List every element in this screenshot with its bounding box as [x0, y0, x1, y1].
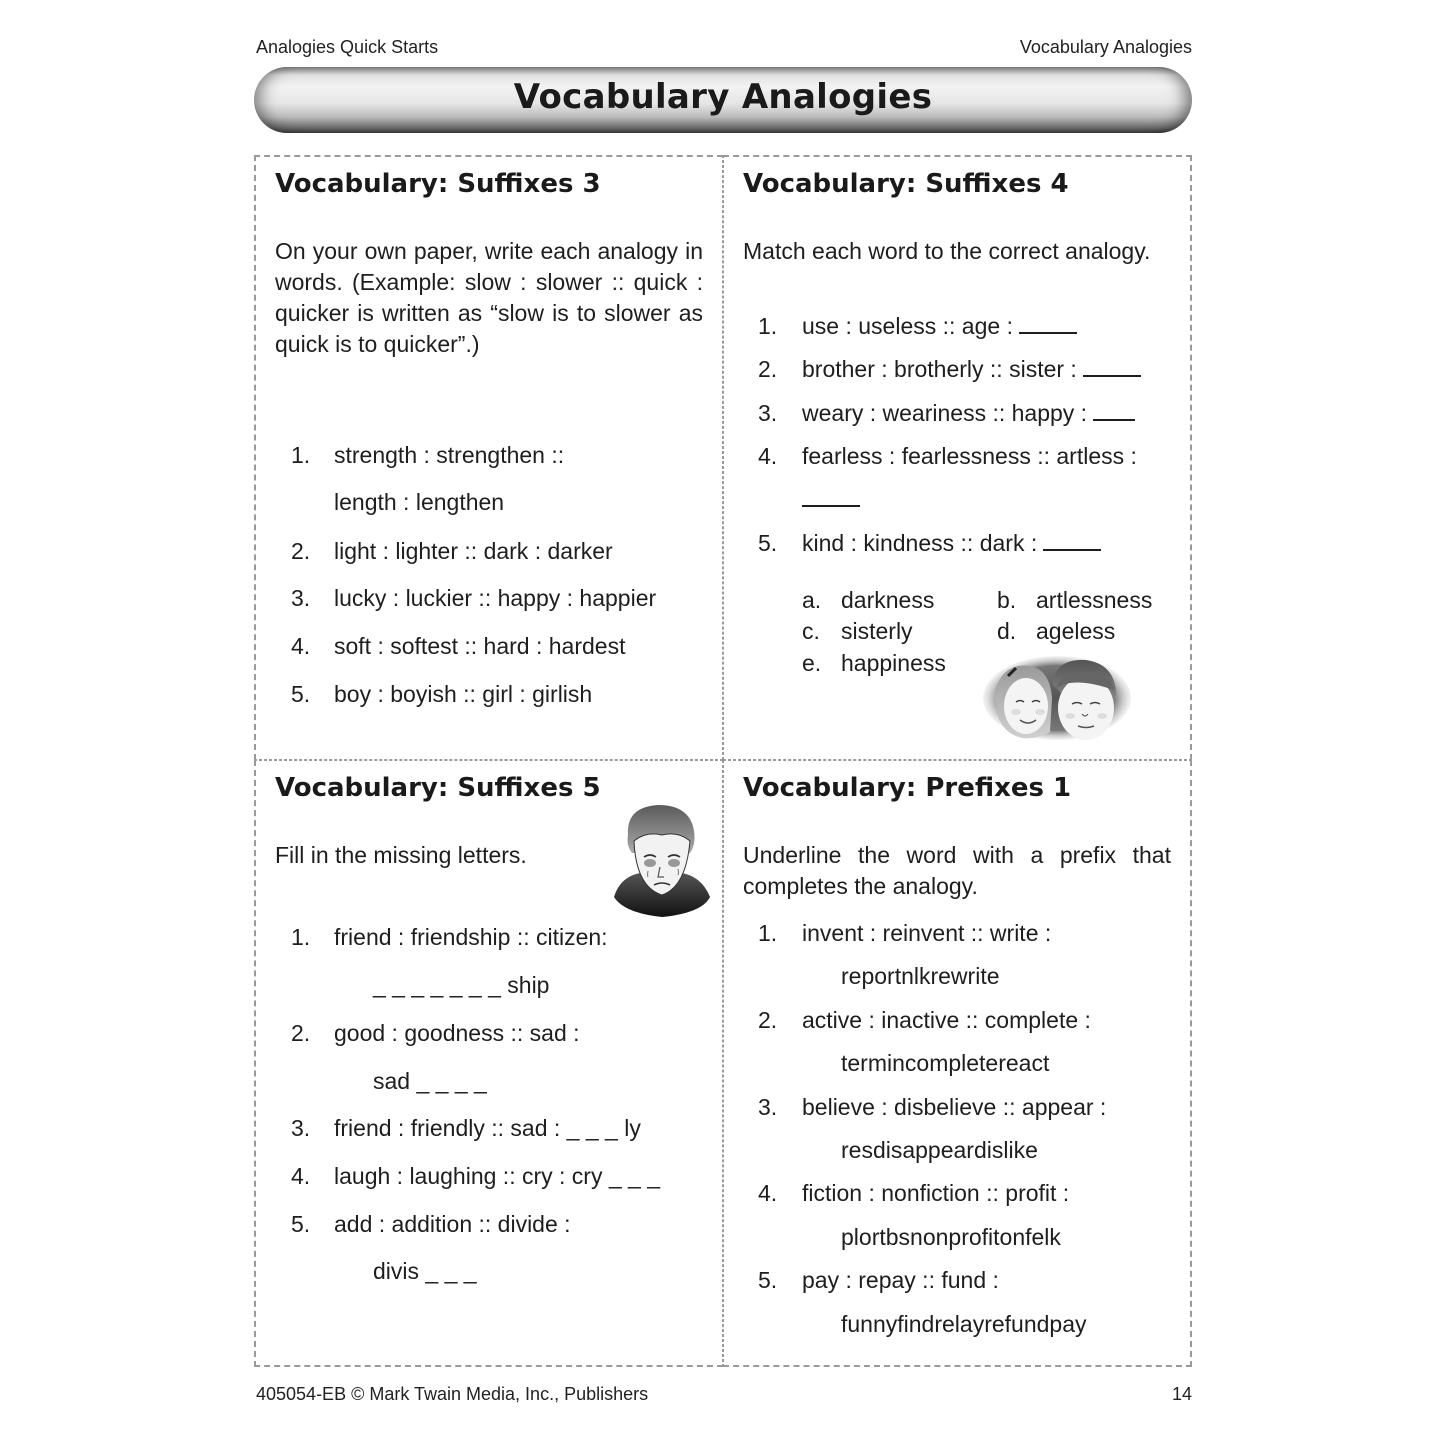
option-word: darkness: [841, 587, 935, 613]
option-letter: b.: [997, 587, 1017, 613]
section-title: Vocabulary: Suffixes 5: [275, 773, 601, 803]
item-number: 3.: [291, 585, 311, 611]
item-text: weary : weariness :: happy :: [802, 400, 1088, 426]
item-word-string[interactable]: reportnlkrewrite: [841, 963, 1000, 989]
item-text: believe : disbelieve :: appear :: [802, 1094, 1107, 1120]
item-number: 2.: [758, 356, 778, 382]
section-title: Vocabulary: Suffixes 4: [743, 169, 1069, 199]
item-number: 2.: [758, 1007, 778, 1033]
item-number: 1.: [291, 442, 311, 468]
item-number: 1.: [291, 924, 311, 950]
item-word-string[interactable]: plortbsnonprofitonfelk: [841, 1224, 1061, 1250]
item-continuation: length : lengthen: [334, 489, 505, 515]
item-text-wrap: [802, 313, 1077, 340]
answer-blank[interactable]: [802, 505, 860, 507]
option-word: happiness: [841, 650, 946, 676]
item-text: invent : reinvent :: write :: [802, 920, 1052, 946]
item-continuation[interactable]: divis _ _ _: [373, 1258, 477, 1284]
item-word-string[interactable]: resdisappeardislike: [841, 1137, 1038, 1163]
item-word-string[interactable]: termincompletereact: [841, 1050, 1050, 1076]
option-letter: c.: [802, 618, 820, 644]
item-number: 3.: [758, 400, 778, 426]
answer-blank[interactable]: [1019, 331, 1077, 334]
item-text: boy : boyish :: girl : girlish: [334, 681, 593, 707]
item-number: 5.: [758, 530, 778, 556]
item-number: 1.: [758, 920, 778, 946]
section-suffixes-3: [254, 155, 723, 760]
item-text: active : inactive :: complete :: [802, 1007, 1091, 1033]
item-text: fearless : fearlessness :: artless :: [802, 443, 1137, 469]
item-text: brother : brotherly :: sister :: [802, 356, 1077, 382]
item-continuation[interactable]: _ _ _ _ _ _ _ ship: [373, 972, 550, 998]
item-text: strength : strengthen ::: [334, 442, 565, 468]
item-word-string[interactable]: funnyfindrelayrefundpay: [841, 1311, 1087, 1337]
item-text-wrap: [802, 400, 1135, 427]
item-text: add : addition :: divide :: [334, 1211, 571, 1237]
section-prefixes-1: [723, 760, 1192, 1367]
item-text: pay : repay :: fund :: [802, 1267, 999, 1293]
item-text: use : useless :: age :: [802, 313, 1013, 339]
running-header-left: Analogies Quick Starts: [256, 37, 439, 57]
item-text: fiction : nonfiction :: profit :: [802, 1180, 1070, 1206]
item-text-wrap: [802, 356, 1141, 383]
option-word: ageless: [1036, 618, 1116, 644]
item-number: 1.: [758, 313, 778, 339]
item-number: 4.: [291, 633, 311, 659]
page-number: 14: [1171, 1384, 1192, 1404]
item-continuation[interactable]: sad _ _ _ _: [373, 1068, 487, 1094]
item-text-wrap: [802, 530, 1101, 557]
footer-publisher: 405054-EB © Mark Twain Media, Inc., Publishers: [256, 1384, 649, 1404]
item-number: 3.: [758, 1094, 778, 1120]
section-instructions: On your own paper, write each analogy in words. (Example: slow : slower :: quick : quicker is written as “slow is to slower as quick is to quicker”.): [275, 238, 703, 357]
item-text: friend : friendship :: citizen:: [334, 924, 608, 950]
option-letter: d.: [997, 618, 1017, 644]
item-number: 3.: [291, 1115, 311, 1141]
item-text: soft : softest :: hard : hardest: [334, 633, 626, 659]
item-number: 5.: [291, 1211, 311, 1237]
answer-blank[interactable]: [1083, 374, 1141, 377]
answer-blank[interactable]: [1043, 548, 1101, 551]
section-instructions: Match each word to the correct analogy.: [743, 238, 1151, 264]
item-text: good : goodness :: sad :: [334, 1020, 580, 1046]
two-children-faces-illustration: [982, 654, 1132, 746]
item-number: 2.: [291, 538, 311, 564]
title-banner: [254, 67, 1192, 133]
section-title: Vocabulary: Suffixes 3: [275, 169, 601, 199]
section-suffixes-4: [723, 155, 1192, 760]
option-letter: e.: [802, 650, 822, 676]
item-number: 5.: [758, 1267, 778, 1293]
page-title: Vocabulary Analogies: [513, 77, 933, 117]
item-number: 4.: [758, 1180, 778, 1206]
item-number: 4.: [758, 443, 778, 469]
option-letter: a.: [802, 587, 822, 613]
option-word: artlessness: [1036, 587, 1153, 613]
item-text: lucky : luckier :: happy : happier: [334, 585, 657, 611]
item-text: laugh : laughing :: cry : cry _ _ _: [334, 1163, 661, 1189]
item-number: 2.: [291, 1020, 311, 1046]
activity-grid: [254, 155, 1192, 1367]
section-suffixes-5: [254, 760, 723, 1367]
section-instructions: Underline the word with a prefix that completes the analogy.: [743, 842, 1171, 899]
section-instructions: Fill in the missing letters.: [275, 842, 527, 868]
section-title: Vocabulary: Prefixes 1: [743, 773, 1072, 803]
item-text: kind : kindness :: dark :: [802, 530, 1038, 556]
sad-boy-illustration: [606, 801, 716, 919]
item-text: friend : friendly :: sad : _ _ _ ly: [334, 1115, 641, 1141]
option-word: sisterly: [841, 618, 913, 644]
item-text: light : lighter :: dark : darker: [334, 538, 613, 564]
item-number: 5.: [291, 681, 311, 707]
answer-blank[interactable]: [1093, 418, 1135, 421]
item-number: 4.: [291, 1163, 311, 1189]
running-header-right: Vocabulary Analogies: [1019, 37, 1192, 57]
